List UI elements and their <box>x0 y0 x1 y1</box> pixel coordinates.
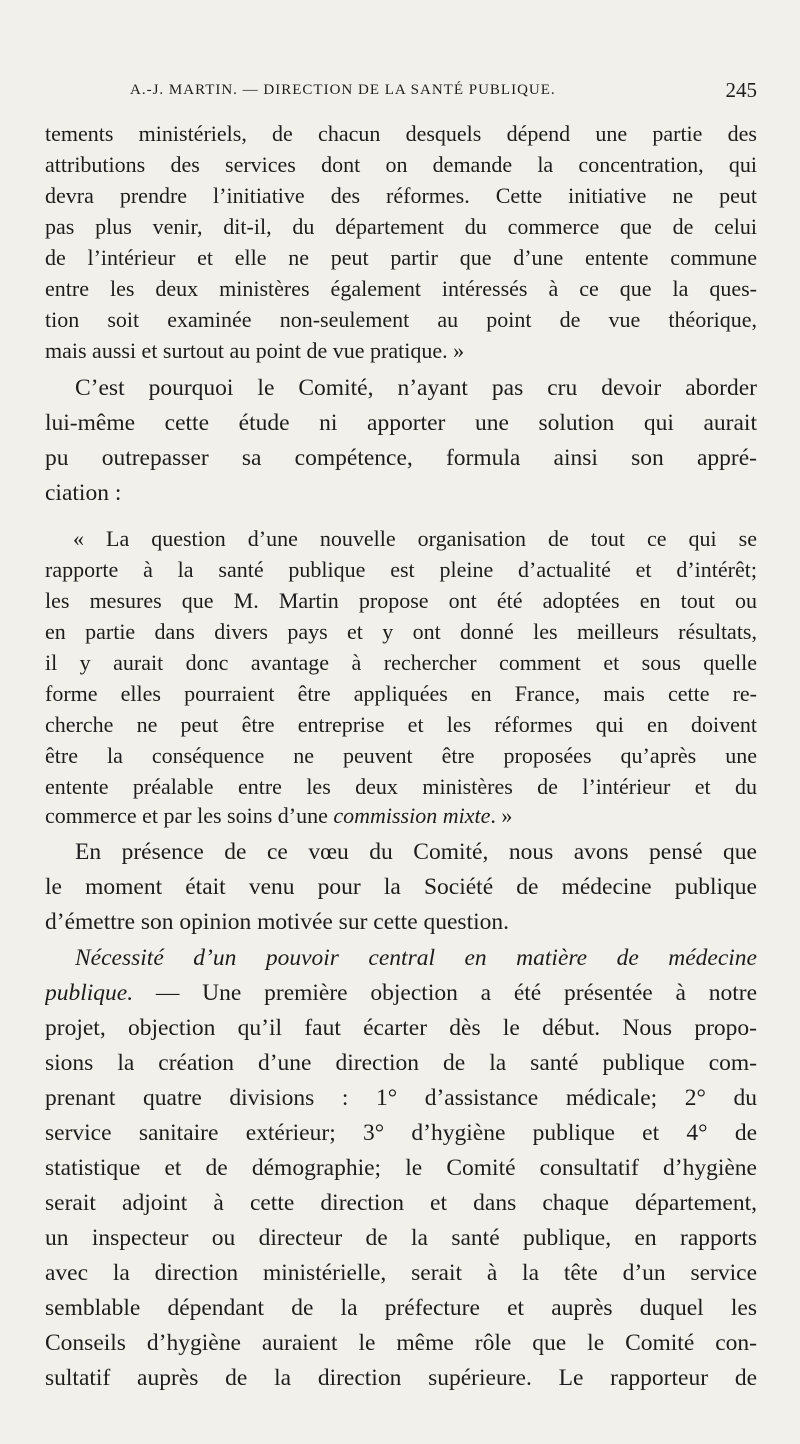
text-line: publique. — Une première objection a été présentée à notre <box>45 980 757 1006</box>
text-line: d’émettre son opinion motivée sur cette question. <box>45 909 510 935</box>
text-line: pas plus venir, dit-il, du département du commerce que de celui <box>45 214 757 239</box>
text-line: serait adjoint à cette direction et dans chaque département, <box>45 1190 757 1216</box>
text-line: avec la direction ministérielle, serait à la tête d’un service <box>45 1260 757 1286</box>
text-line: attributions des services dont on demande la concentration, qui <box>45 152 757 177</box>
text-line: commerce et par les soins d’une commission mixte. » <box>45 803 513 828</box>
running-title: A.-J. MARTIN. — DIRECTION DE LA SANTÉ PUBLIQUE. <box>130 82 556 98</box>
text-line: sultatif auprès de la direction supérieure. Le rapporteur de <box>45 1365 757 1391</box>
text-line: un inspecteur ou directeur de la santé publique, en rapports <box>45 1225 757 1251</box>
text-line: pu outrepasser sa compétence, formula ainsi son appré- <box>45 445 757 471</box>
text-line: tements ministériels, de chacun desquels dépend une partie des <box>45 121 757 146</box>
text-line: les mesures que M. Martin propose ont été adoptées en tout ou <box>45 588 757 613</box>
text-line: en partie dans divers pays et y ont donné les meilleurs résultats, <box>45 619 757 644</box>
text-line: semblable dépendant de la préfecture et auprès duquel les <box>45 1295 757 1321</box>
text-line: ciation : <box>45 480 122 506</box>
text-line: service sanitaire extérieur; 3° d’hygiène publique et 4° de <box>45 1120 757 1146</box>
text-line: Conseils d’hygiène auraient le même rôle que le Comité con- <box>45 1330 757 1356</box>
text-line: « La question d’une nouvelle organisation de tout ce qui se <box>73 526 757 551</box>
running-header <box>45 78 757 106</box>
text-line: projet, objection qu’il faut écarter dès le début. Nous propo- <box>45 1015 757 1041</box>
text-line: prenant quatre divisions : 1° d’assistance médicale; 2° du <box>45 1085 757 1111</box>
text-line: forme elles pourraient être appliquées en France, mais cette re- <box>45 681 757 706</box>
text-line: le moment était venu pour la Société de médecine publique <box>45 874 757 900</box>
text-line: entre les deux ministères également intéressés à ce que la ques- <box>45 276 757 301</box>
text-line: statistique et de démographie; le Comité consultatif d’hygiène <box>45 1155 757 1181</box>
page-number: 245 <box>725 78 757 102</box>
text-line: tion soit examinée non-seulement au point de vue théorique, <box>45 307 757 332</box>
text-line: de l’intérieur et elle ne peut partir que d’une entente commune <box>45 245 757 270</box>
text-line: En présence de ce vœu du Comité, nous avons pensé que <box>75 839 757 865</box>
text-line: mais aussi et surtout au point de vue pratique. » <box>45 338 465 363</box>
text-line: C’est pourquoi le Comité, n’ayant pas cru devoir aborder <box>75 375 757 401</box>
italic-phrase: commission mixte <box>333 803 491 828</box>
text-line: cherche ne peut être entreprise et les réformes qui en doivent <box>45 712 757 737</box>
text-line: devra prendre l’initiative des réformes. Cette initiative ne peut <box>45 183 757 208</box>
section-heading: Nécessité d’un pouvoir central en matière de médecine <box>75 945 757 971</box>
text-line: il y aurait donc avantage à rechercher comment et sous quelle <box>45 650 757 675</box>
section-heading-end: publique. <box>45 980 134 1006</box>
text-line: sions la création d’une direction de la santé publique com- <box>45 1050 757 1076</box>
text-line: rapporte à la santé publique est pleine d’actualité et d’intérêt; <box>45 557 757 582</box>
text-line: être la conséquence ne peuvent être proposées qu’après une <box>45 743 757 768</box>
text-line: entente préalable entre les deux ministères de l’intérieur et du <box>45 774 757 799</box>
text-line: lui-même cette étude ni apporter une solution qui aurait <box>45 410 757 436</box>
